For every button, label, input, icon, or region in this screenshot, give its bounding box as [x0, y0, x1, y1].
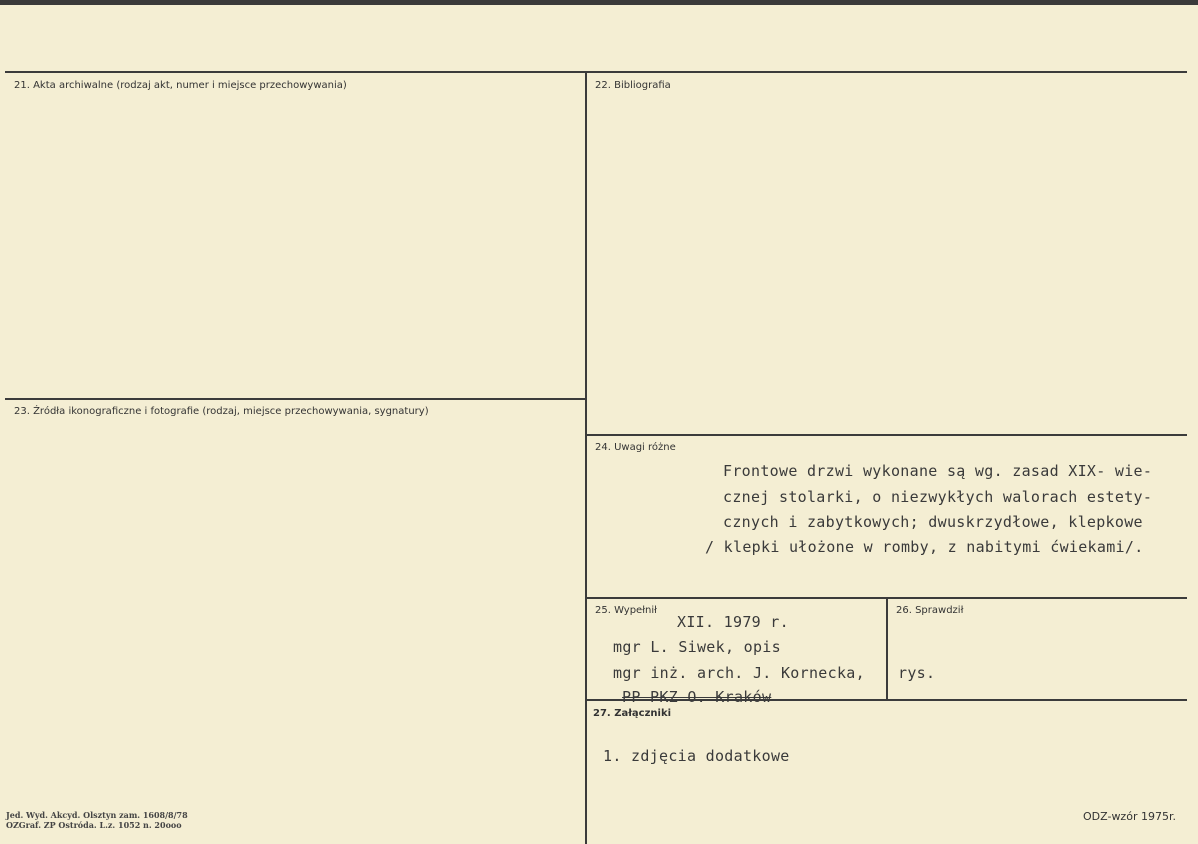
field24-line-1: Frontowe drzwi wykonane są wg. zasad XIX- wie-	[723, 462, 1153, 480]
field24-line-3: cznych i zabytkowych; dwuskrzydłowe, klepkowe	[723, 513, 1143, 531]
page-top-edge	[0, 0, 1198, 5]
rule-field24	[587, 434, 1187, 436]
field21-label: 21. Akta archiwalne (rodzaj akt, numer i miejsce przechowywania)	[14, 80, 347, 91]
center-divider	[585, 71, 587, 844]
field25-line-2: mgr L. Siwek, opis	[613, 638, 781, 656]
field26-value: rys.	[898, 664, 936, 682]
field25-label: 25. Wypełnił	[595, 605, 658, 616]
field24-label: 24. Uwagi różne	[595, 442, 676, 453]
field25-date: XII. 1979 r.	[677, 613, 789, 631]
field24-line-4: / klepki ułożone w romby, z nabitymi ćwiekami/.	[705, 538, 1144, 556]
field24-line-2: cznej stolarki, o niezwykłych walorach estety-	[723, 488, 1153, 506]
field25-line-4: PP PKZ O. Kraków	[622, 688, 772, 706]
divider-field25-26	[886, 599, 888, 699]
printer-imprint-line1: Jed. Wyd. Akcyd. Olsztyn zam. 1608/8/78	[6, 810, 188, 820]
printer-imprint-line2: OZGraf. ZP Ostróda. L.z. 1052 n. 20ooo	[6, 820, 182, 830]
field27-label: 27. Załączniki	[593, 708, 672, 719]
field27-value: 1. zdjęcia dodatkowe	[603, 747, 790, 765]
top-rule	[5, 71, 1187, 73]
field25-line-3: mgr inż. arch. J. Kornecka,	[613, 664, 865, 682]
field23-label: 23. Źródła ikonograficzne i fotografie (rodzaj, miejsce przechowywania, sygnatury)	[14, 406, 429, 417]
field22-label: 22. Bibliografia	[595, 80, 671, 91]
field26-label: 26. Sprawdził	[896, 605, 964, 616]
form-model: ODZ-wzór 1975r.	[1083, 810, 1176, 823]
rule-field23	[5, 398, 585, 400]
